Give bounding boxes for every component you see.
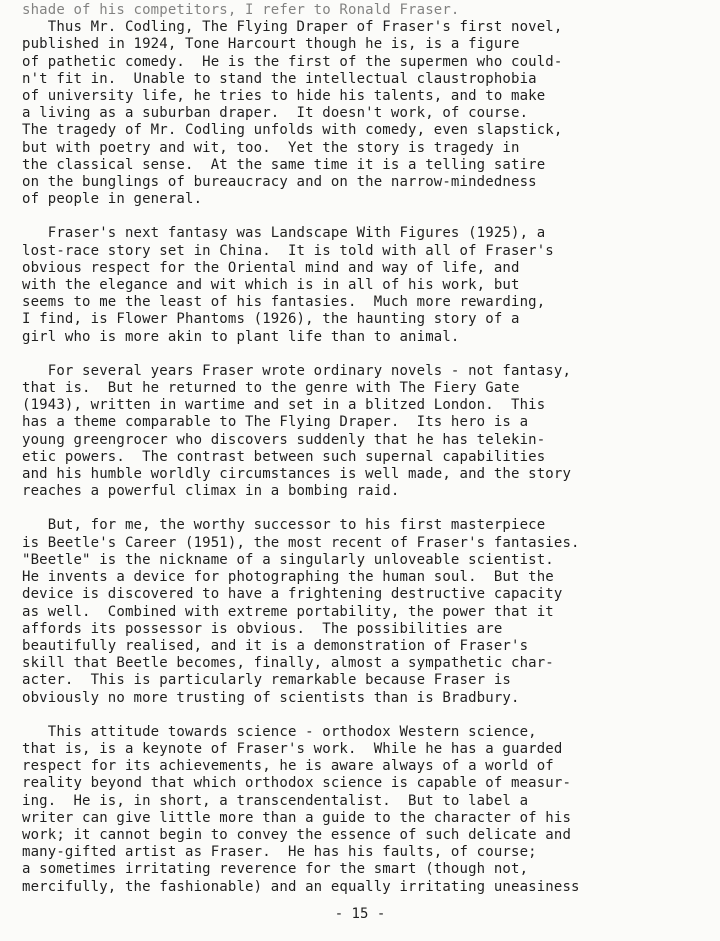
text-line: acter. This is particularly remarkable because Fraser is bbox=[22, 672, 511, 689]
text-line: lost-race story set in China. It is told with all of Fraser's bbox=[22, 242, 554, 259]
text-line: reaches a powerful climax in a bombing raid. bbox=[22, 483, 400, 500]
text-line: (1943), written in wartime and set in a blitzed London. This bbox=[22, 397, 546, 414]
text-line: "Beetle" is the nickname of a singularly unloveable scientist. bbox=[22, 551, 554, 568]
text-line: But, for me, the worthy successor to his first masterpiece bbox=[22, 517, 546, 534]
text-line: obvious respect for the Oriental mind and way of life, and bbox=[22, 259, 520, 276]
text-line: The tragedy of Mr. Codling unfolds with comedy, even slapstick, bbox=[22, 122, 563, 139]
text-line: with the elegance and wit which is in all of his work, but bbox=[22, 277, 520, 294]
paragraph bbox=[22, 517, 712, 706]
text-line: seems to me the least of his fantasies. Much more rewarding, bbox=[22, 294, 546, 311]
text-line: affords its possessor is obvious. The possibilities are bbox=[22, 620, 503, 637]
text-line: and his humble worldly circumstances is well made, and the story bbox=[22, 466, 572, 483]
paragraph bbox=[22, 19, 712, 208]
text-line: as well. Combined with extreme portability, the power that it bbox=[22, 603, 554, 620]
text-line: beautifully realised, and it is a demonstration of Fraser's bbox=[22, 637, 529, 654]
text-line: girl who is more akin to plant life than to animal. bbox=[22, 328, 460, 345]
text-line: I find, is Flower Phantoms (1926), the haunting story of a bbox=[22, 311, 520, 328]
text-line: young greengrocer who discovers suddenly that he has telekin- bbox=[22, 431, 546, 448]
text-line: ing. He is, in short, a transcendentalist. But to label a bbox=[22, 792, 529, 809]
text-line: etic powers. The contrast between such supernal capabilities bbox=[22, 448, 546, 465]
text-line: Fraser's next fantasy was Landscape With Figures (1925), a bbox=[22, 225, 546, 242]
text-line: that is. But he returned to the genre with The Fiery Gate bbox=[22, 380, 520, 397]
paragraph bbox=[22, 724, 712, 896]
text-line: work; it cannot begin to convey the essence of such delicate and bbox=[22, 826, 572, 843]
text-line: writer can give little more than a guide to the character of his bbox=[22, 809, 572, 826]
text-line: has a theme comparable to The Flying Draper. Its hero is a bbox=[22, 414, 529, 431]
text-line: a sometimes irritating reverence for the smart (though not, bbox=[22, 861, 529, 878]
text-line: of people in general. bbox=[22, 191, 203, 208]
text-line: He invents a device for photographing the human soul. But the bbox=[22, 569, 554, 586]
text-line: many-gifted artist as Fraser. He has his faults, of course; bbox=[22, 844, 537, 861]
text-line: that is, is a keynote of Fraser's work. While he has a guarded bbox=[22, 740, 563, 757]
top-fragment-line: shade of his competitors, I refer to Ronald Fraser. bbox=[22, 2, 460, 18]
text-line: the classical sense. At the same time it is a telling satire bbox=[22, 156, 546, 173]
text-line: For several years Fraser wrote ordinary novels - not fantasy, bbox=[22, 362, 572, 379]
text-line: skill that Beetle becomes, finally, almost a sympathetic char- bbox=[22, 655, 554, 672]
text-line: This attitude towards science - orthodox Western science, bbox=[22, 723, 537, 740]
text-line: device is discovered to have a frightening destructive capacity bbox=[22, 586, 563, 603]
text-line: of university life, he tries to hide his talents, and to make bbox=[22, 88, 546, 105]
page-number: - 15 - bbox=[334, 906, 386, 922]
paragraph bbox=[22, 363, 712, 501]
text-line: of pathetic comedy. He is the first of the supermen who could- bbox=[22, 53, 563, 70]
text-line: on the bunglings of bureaucracy and on the narrow-mindedness bbox=[22, 174, 537, 191]
text-line: Thus Mr. Codling, The Flying Draper of Fraser's first novel, bbox=[22, 19, 563, 36]
text-line: n't fit in. Unable to stand the intellectual claustrophobia bbox=[22, 70, 537, 87]
text-line: respect for its achievements, he is aware always of a world of bbox=[22, 758, 554, 775]
text-line: mercifully, the fashionable) and an equally irritating uneasiness bbox=[22, 878, 580, 895]
text-line: is Beetle's Career (1951), the most recent of Fraser's fantasies. bbox=[22, 534, 580, 551]
text-line: published in 1924, Tone Harcourt though he is, is a figure bbox=[22, 36, 520, 53]
paragraphs bbox=[22, 19, 712, 896]
text-line: obviously no more trusting of scientists than is Bradbury. bbox=[22, 689, 520, 706]
text-line: reality beyond that which orthodox science is capable of measur- bbox=[22, 775, 572, 792]
paragraph bbox=[22, 225, 712, 345]
text-line: but with poetry and wit, too. Yet the story is tragedy in bbox=[22, 139, 520, 156]
body-text bbox=[22, 2, 712, 913]
text-line: a living as a suburban draper. It doesn't work, of course. bbox=[22, 105, 529, 122]
